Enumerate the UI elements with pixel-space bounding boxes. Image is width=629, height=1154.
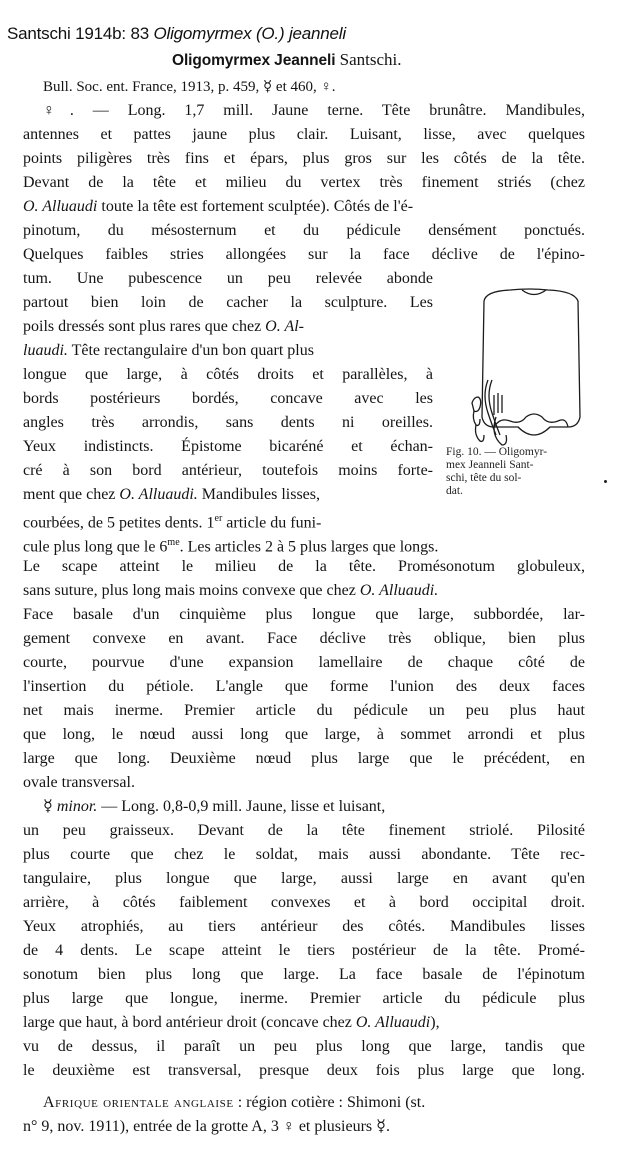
text-line: arrière, à côtés faiblement convexes et à bord occipital droit. (23, 894, 585, 911)
text-line: tum. Une pubescence un peu relevée abonde (23, 270, 433, 287)
text-run: Mandibules lisses, (197, 486, 320, 503)
text-run: ment que chez (23, 486, 120, 503)
text-line: net mais inerme. Premier article du pédicule un peu plus haut (23, 702, 585, 719)
italic-taxon: luaudi. (23, 342, 68, 359)
text-line: Quelques faibles stries allongées sur la face déclive de l'épino- (23, 246, 585, 263)
text-line (23, 533, 585, 555)
text-run: sans suture, plus long mais moins convexe que chez (23, 582, 360, 599)
figure-caption (446, 446, 596, 498)
text-line: plus large que longue, inerme. Premier article du pédicule plus (23, 990, 585, 1007)
head-outline-illustration (470, 285, 600, 455)
text-line (23, 581, 585, 603)
text-line (43, 1093, 585, 1115)
italic-caste: minor. (56, 798, 98, 815)
text-line: Face basale d'un cinquième plus longue que large, subbordée, lar- (23, 606, 585, 623)
locality-region: Afrique orientale anglaise (43, 1094, 234, 1111)
text-line: longue que large, à côtés droits et parallèles, à (23, 366, 433, 383)
text-run: toute la tête est fortement sculptée). Côtés de l'é- (97, 198, 414, 215)
caption-line: Fig. 10. — Oligomyr- (446, 446, 548, 458)
text-run: large que haut, à bord antérieur droit (concave chez (23, 1014, 356, 1031)
text-run: article du funi- (222, 514, 322, 532)
text-line: Le scape atteint le milieu de la tête. Promésonotum globuleux, (23, 558, 585, 575)
text-line: Yeux indistincts. Épistome bicaréné et échan- (23, 438, 433, 455)
header-ref: Santschi 1914b: 83 (7, 24, 149, 43)
text-line (23, 485, 433, 507)
header-taxon: Oligomyrmex (O.) jeanneli (153, 24, 346, 43)
text-line: un peu graisseux. Devant de la tête finement striolé. Pilosité (23, 822, 585, 839)
text-run: courbées, de 5 petites dents. 1 (23, 514, 215, 532)
superscript: me (167, 537, 180, 548)
text-line: plus courte que chez le soldat, mais aussi abondante. Tête rec- (23, 846, 585, 863)
italic-taxon: O. Alluaudi (23, 198, 98, 215)
text-line: partout bien loin de cacher la sculpture. Les (23, 294, 433, 311)
text-line: n° 9, nov. 1911), entrée de la grotte A, 3 ♀ et plusieurs ☿. (23, 1118, 390, 1135)
caption-line: schi, tête du sol- (446, 472, 522, 484)
text-run: . Les articles 2 à 5 plus larges que longs. (179, 538, 439, 556)
text-line (23, 317, 433, 339)
text-run: : région cotière : Shimoni (st. (233, 1094, 426, 1111)
species-author: Santschi. (339, 50, 402, 69)
text-line (23, 509, 433, 531)
text-line: Yeux atrophiés, au tiers antérieur des côtés. Mandibules lisses (23, 918, 585, 935)
italic-taxon: O. Alluaudi (355, 1014, 431, 1031)
text-line: Bull. Soc. ent. France, 1913, p. 459, ☿ et 460, ♀. (43, 79, 336, 95)
text-line (23, 341, 433, 363)
text-line: antennes et pattes jaune plus clair. Luisant, lisse, avec quelques (23, 126, 585, 143)
text-line: que long, le nœud aussi long que large, à sommet arrondi et plus (23, 726, 585, 743)
species-name: Oligomyrmex Jeanneli (172, 52, 336, 69)
text-line: ♀. — Long. 1,7 mill. Jaune terne. Tête brunâtre. Mandibules, (43, 102, 585, 119)
text-line (23, 1013, 585, 1035)
species-title (172, 50, 402, 70)
text-line: tangulaire, plus longue que large, aussi large en avant qu'en (23, 870, 585, 887)
text-line: l'insertion du pétiole. L'angle que forme l'union des deux faces (23, 678, 585, 695)
text-line: gement convexe en avant. Face déclive très oblique, bien plus (23, 630, 585, 647)
text-run: ), (430, 1014, 440, 1031)
text-line (43, 797, 585, 819)
text-line: vu de dessus, il paraît un peu plus long que large, tandis que (23, 1038, 585, 1055)
text-line: courte, pourvue d'une expansion lamellaire de chaque côté de (23, 654, 585, 671)
text-run: ☿ (43, 798, 57, 815)
text-line: points piligères très fins et épars, plus gros sur les côtés de la tête. (23, 150, 585, 167)
text-line: angles très arrondis, sans dents ni oreilles. (23, 414, 433, 431)
text-line: cré à son bord antérieur, toutefois moins forte- (23, 462, 433, 479)
italic-taxon: O. Al- (265, 318, 304, 335)
text-line (23, 197, 585, 219)
figure-head-drawing (470, 285, 600, 455)
text-line: le deuxième est transversal, presque deux fois plus large que long. (23, 1062, 585, 1079)
caption-line: dat. (446, 485, 463, 497)
text-run: — Long. 0,8-0,9 mill. Jaune, lisse et luisant, (97, 798, 386, 815)
text-run: cule plus long que le 6 (23, 538, 168, 556)
text-run: Tête rectangulaire d'un bon quart plus (67, 342, 314, 359)
italic-taxon: O. Alluaudi. (359, 582, 439, 599)
caption-line: mex Jeanneli Sant- (446, 459, 534, 471)
text-line: large que long. Deuxième nœud plus large que le précédent, en (23, 750, 585, 767)
text-line: pinotum, du mésosternum et du pédicule densément ponctués. (23, 222, 585, 239)
text-line: ovale transversal. (23, 774, 135, 791)
print-speck (604, 480, 607, 483)
text-run: poils dressés sont plus rares que chez (23, 318, 266, 335)
superscript: er (214, 513, 223, 524)
text-line: sonotum bien plus long que large. La face basale de l'épinotum (23, 966, 585, 983)
text-line: Devant de la tête et milieu du vertex très finement striés (chez (23, 174, 585, 191)
text-line: de 4 dents. Le scape atteint le tiers postérieur de la tête. Promé- (23, 942, 585, 959)
italic-taxon: O. Alluaudi. (119, 486, 198, 503)
text-line: bords postérieurs bordés, concave avec les (23, 390, 433, 407)
